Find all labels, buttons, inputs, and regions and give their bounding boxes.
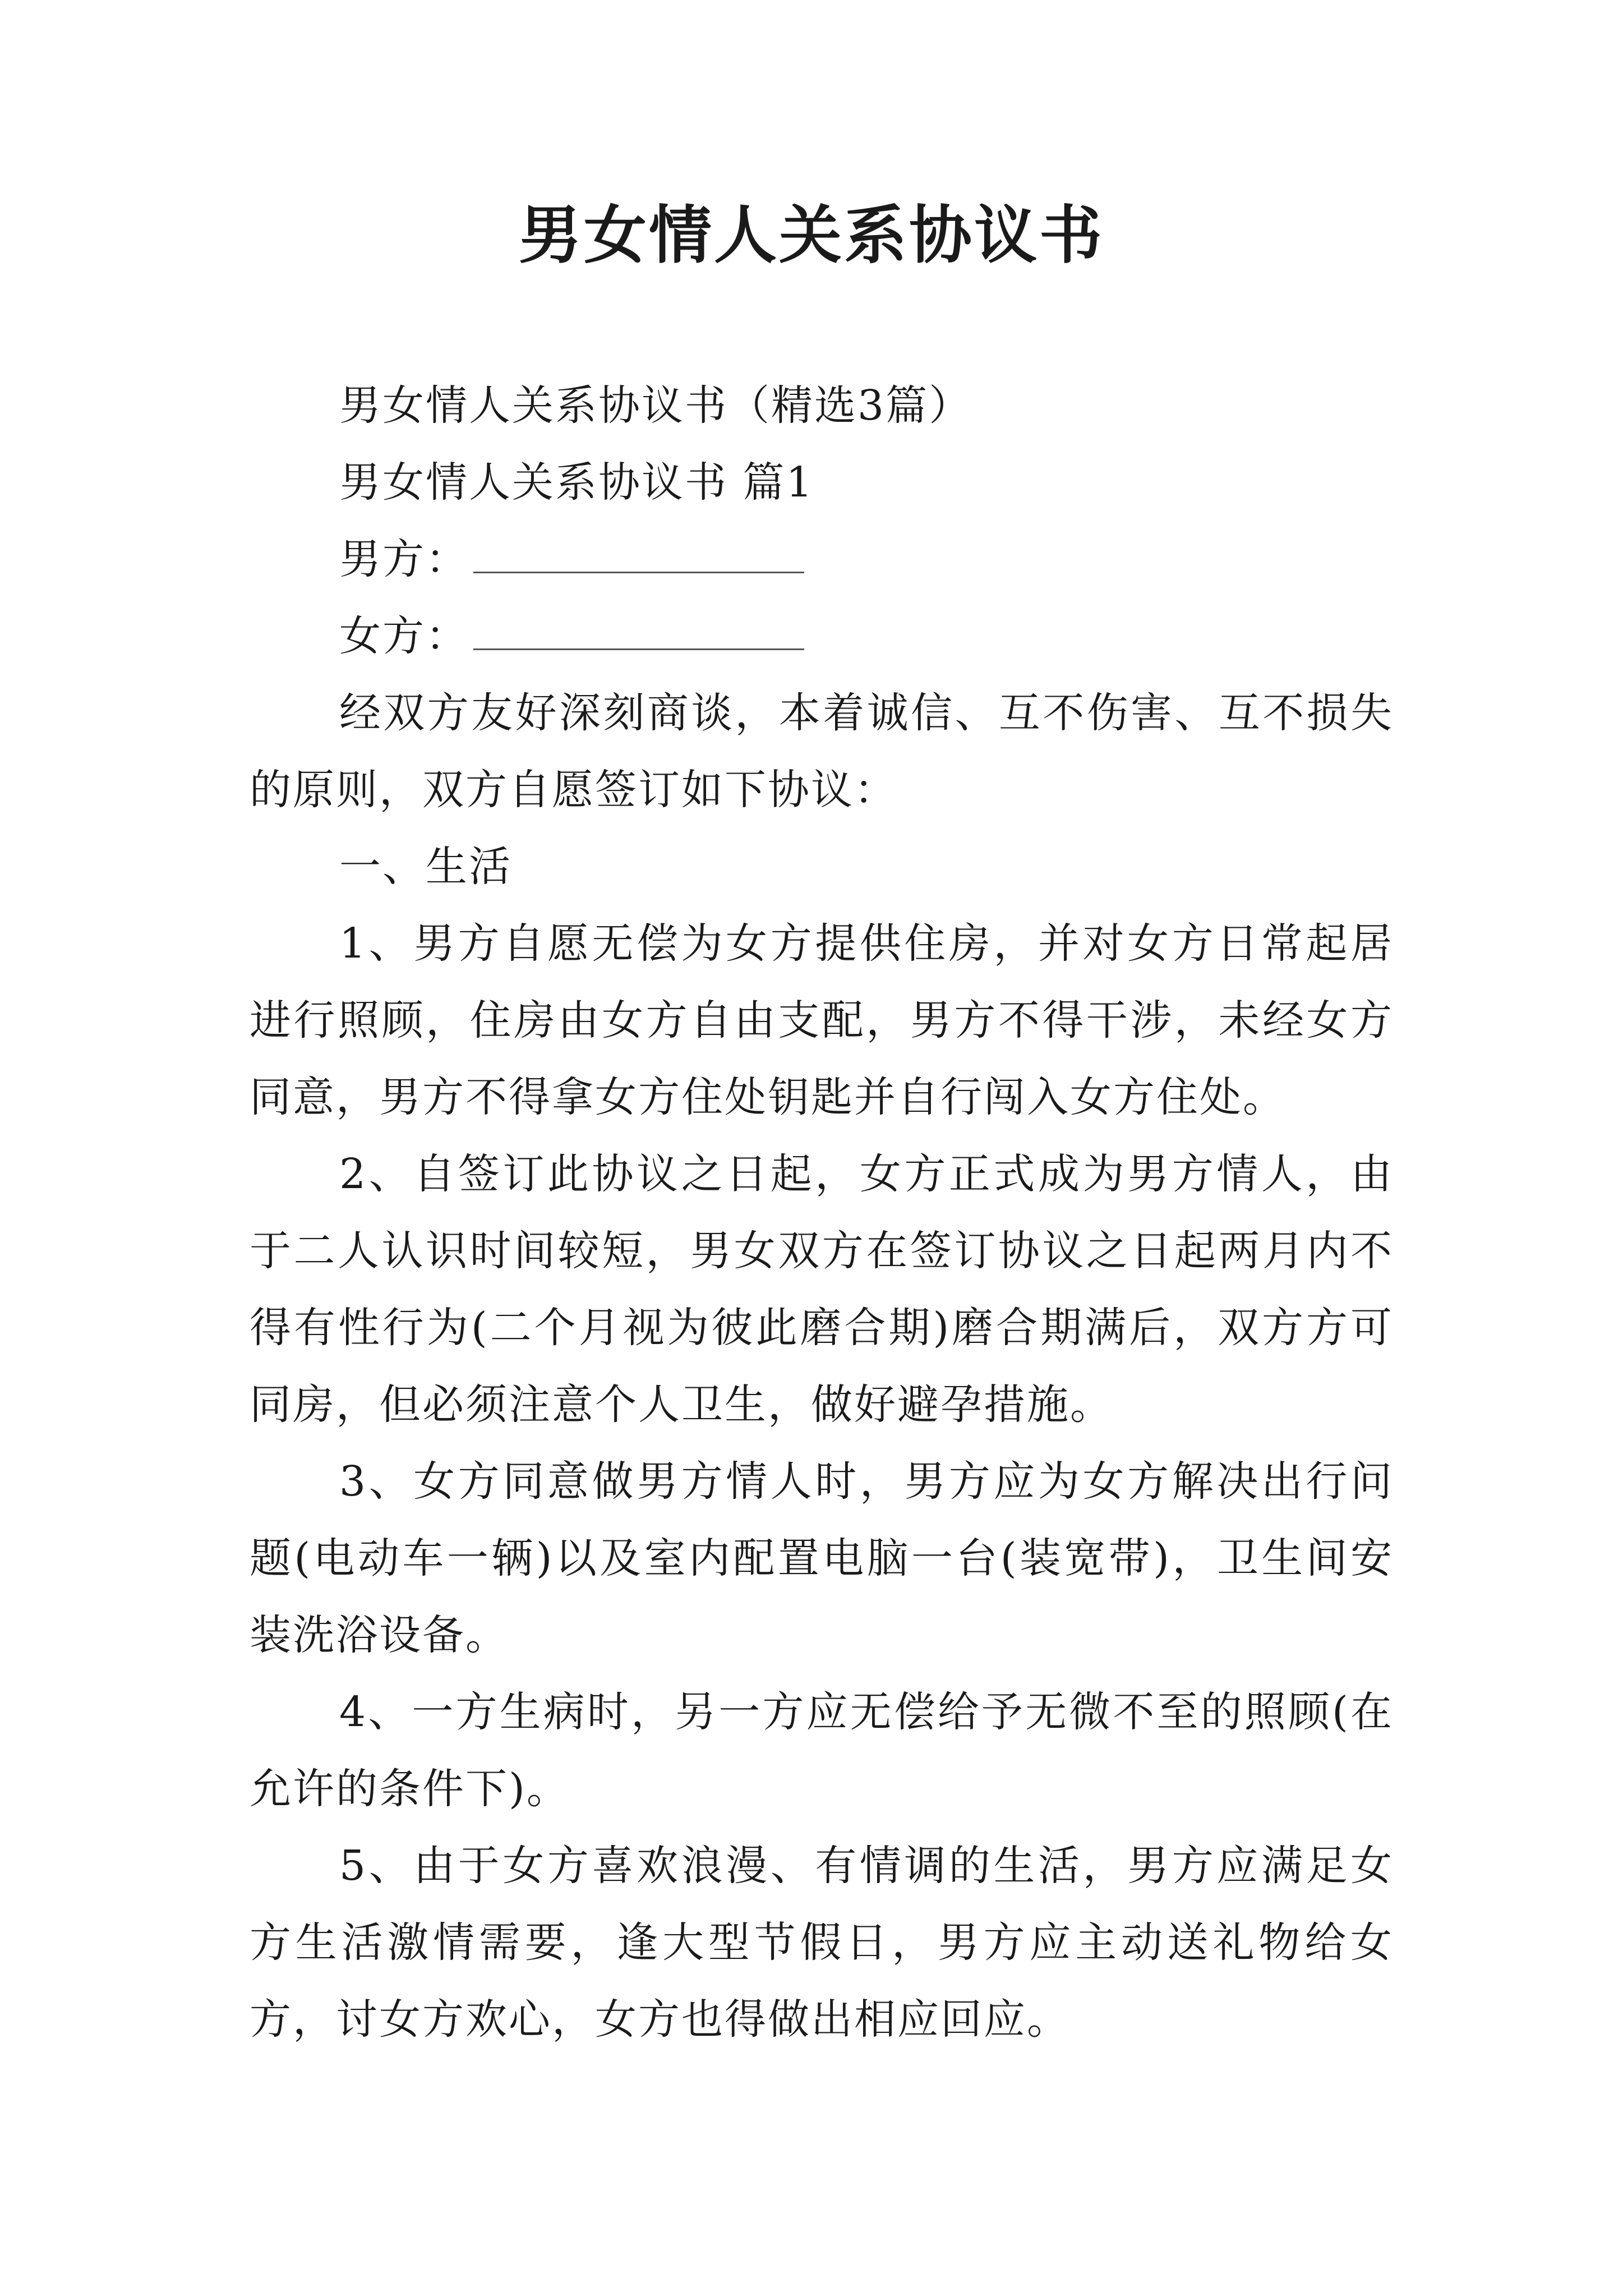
female-party-blank-line	[473, 607, 804, 650]
female-party-field	[250, 598, 1394, 675]
male-party-field	[250, 521, 1394, 598]
female-party-label: 女方：	[339, 612, 469, 660]
document-body	[250, 367, 1394, 2058]
male-party-blank-line	[473, 530, 804, 573]
male-party-label: 男方：	[339, 535, 469, 583]
clause-3: 3、女方同意做男方情人时，男方应为女方解决出行问题(电动车一辆)以及室内配置电脑一台(装宽带)，卫生间安装洗浴设备。	[250, 1457, 1394, 1659]
document-title: 男女情人关系协议书	[519, 199, 1104, 272]
clause-1: 1、男方自愿无偿为女方提供住房，并对女方日常起居进行照顾，住房由女方自由支配，男方不得干涉，未经女方同意，男方不得拿女方住处钥匙并自行闯入女方住处。	[250, 919, 1394, 1121]
document-subtitle: 男女情人关系协议书（精选3篇）	[339, 381, 972, 430]
clause-2: 2、自签订此协议之日起，女方正式成为男方情人，由于二人认识时间较短，男女双方在签订协议之日起两月内不得有性行为(二个月视为彼此磨合期)磨合期满后，双方方可同房，但必须注意个人卫生，做好避孕措施。	[250, 1150, 1394, 1429]
heading-life: 一、生活	[339, 843, 512, 891]
clause-4: 4、一方生病时，另一方应无偿给予无微不至的照顾(在允许的条件下)。	[250, 1688, 1394, 1813]
section-heading: 男女情人关系协议书 篇1	[339, 458, 814, 507]
clause-5: 5、由于女方喜欢浪漫、有情调的生活，男方应满足女方生活激情需要，逢大型节假日，男方应主动送礼物给女方，讨女方欢心，女方也得做出相应回应。	[250, 1842, 1394, 2044]
intro-paragraph: 经双方友好深刻商谈，本着诚信、互不伤害、互不损失的原则，双方自愿签订如下协议：	[250, 689, 1394, 814]
